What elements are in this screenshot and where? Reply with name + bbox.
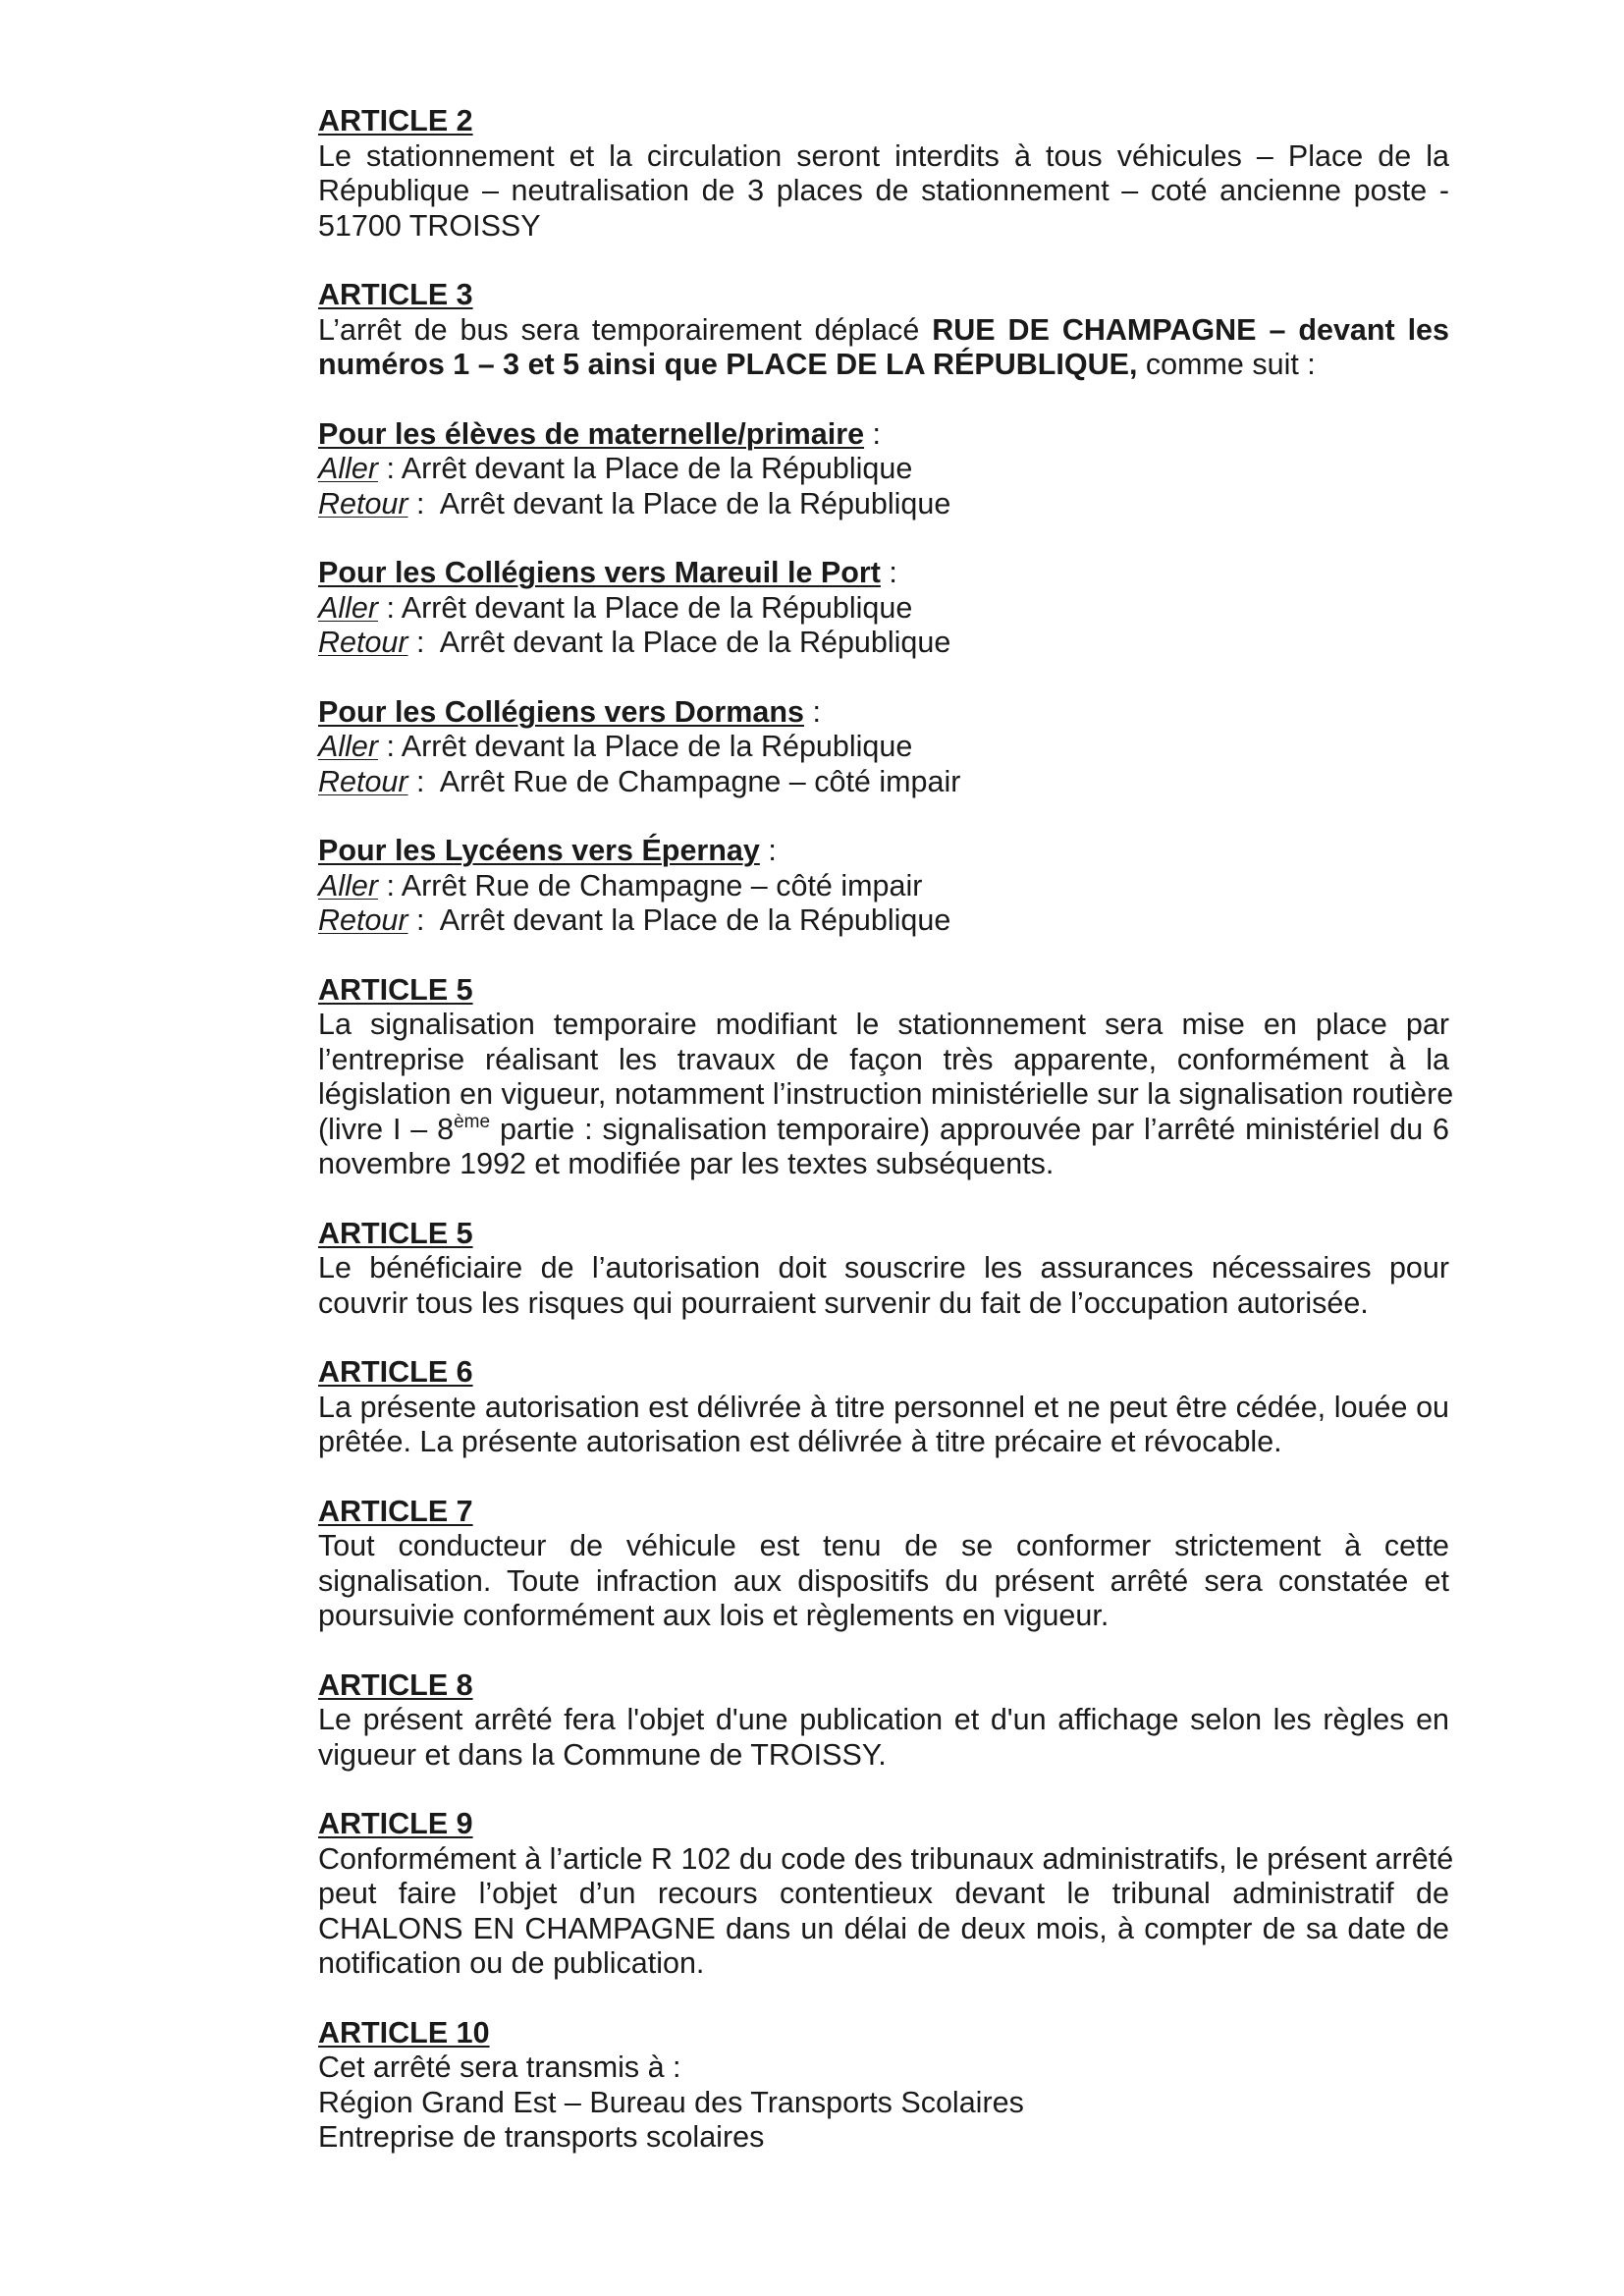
article-3 (318, 278, 1449, 383)
article-3-line (318, 313, 1449, 349)
stop-separator: : (407, 764, 440, 798)
article-6-line: La présente autorisation est délivrée à titre personnel et ne peut être cédée, louée ou (318, 1390, 1449, 1424)
article-9-line: notification ou de publication. (318, 1946, 705, 1980)
article-5-text (318, 1008, 1454, 1182)
recipient-line: Région Grand Est – Bureau des Transports Scolaires (318, 2085, 1024, 2119)
article-9-text (318, 1841, 1454, 1982)
article-5-title: ARTICLE 5 (318, 1216, 473, 1250)
article-3-text-plain: L’arrêt de bus sera temporairement déplacé (318, 312, 933, 347)
stop-separator: : (378, 868, 402, 902)
retour-text: Arrêt devant la Place de la République (439, 903, 951, 937)
bus-stop-group-epernay (318, 834, 1449, 939)
article-5-signalisation (318, 972, 1454, 1182)
aller-row (318, 869, 1449, 904)
article-7-text (318, 1529, 1449, 1634)
group-title-colon: : (864, 416, 882, 451)
bus-stop-group-maternelle (318, 417, 1449, 522)
stop-separator: : (378, 452, 402, 485)
stop-separator: : (407, 903, 440, 937)
article-6-line: prêtée. La présente autorisation est délivrée à titre précaire et révocable. (318, 1425, 1282, 1458)
document-body (318, 104, 1454, 2190)
article-2-title: ARTICLE 2 (318, 104, 473, 137)
article-7-line: signalisation. Toute infraction aux dispositifs du présent arrêté sera constatée et (318, 1563, 1449, 1598)
article-5-line: La signalisation temporaire modifiant le stationnement sera mise en place par (318, 1008, 1449, 1041)
group-title (318, 556, 1449, 591)
article-3-text (318, 313, 1449, 383)
article-6-title: ARTICLE 6 (318, 1355, 473, 1389)
article-3-text-plain: comme suit : (1137, 348, 1316, 381)
article-2-text (318, 139, 1449, 245)
article-8-title: ARTICLE 8 (318, 1667, 473, 1702)
superscript: ème (454, 1111, 491, 1132)
article-5-line: novembre 1992 et modifiée par les textes subséquents. (318, 1147, 1055, 1180)
aller-text: Arrêt devant la Place de la République (401, 730, 913, 763)
article-5-line: Le bénéficiaire de l’autorisation doit souscrire les assurances nécessaires pour (318, 1251, 1449, 1285)
article-9-title: ARTICLE 9 (318, 1807, 473, 1840)
article-10 (318, 2016, 1449, 2156)
article-2 (318, 104, 1449, 244)
retour-label: Retour (318, 764, 408, 798)
article-8 (318, 1668, 1449, 1774)
retour-text: Arrêt Rue de Champagne – côté impair (439, 764, 961, 798)
aller-text: Arrêt Rue de Champagne – côté impair (401, 868, 923, 902)
article-7-line: poursuivie conformément aux lois et règlements en vigueur. (318, 1599, 1110, 1632)
retour-row (318, 903, 1449, 939)
aller-label: Aller (318, 452, 379, 485)
recipient-line: Entreprise de transports scolaires (318, 2120, 765, 2154)
retour-text: Arrêt devant la Place de la République (439, 486, 951, 520)
article-5-assurances (318, 1217, 1449, 1322)
article-5-line: législation en vigueur, notamment l’instruction ministérielle sur la signalisation routière (318, 1077, 1454, 1111)
retour-label: Retour (318, 903, 408, 937)
aller-label: Aller (318, 590, 379, 625)
retour-label: Retour (318, 486, 408, 520)
group-title-text: Pour les Collégiens vers Mareuil le Port (318, 556, 881, 589)
article-9-line: peut faire l’objet d’un recours contentieux devant le tribunal administratif de (318, 1877, 1449, 1910)
article-5-line (318, 1113, 1449, 1148)
group-title-text: Pour les Collégiens vers Dormans (318, 694, 804, 729)
stop-separator: : (407, 626, 440, 659)
article-3-title: ARTICLE 3 (318, 278, 473, 311)
article-10-text (318, 2050, 1449, 2156)
bus-stop-group-dormans (318, 695, 1449, 800)
article-3-line (318, 348, 1449, 383)
article-5-title: ARTICLE 5 (318, 972, 473, 1007)
bus-stop-group-mareuil (318, 556, 1449, 661)
article-9-line: Conformément à l’article R 102 du code des tribunaux administratifs, le présent arrêté (318, 1841, 1454, 1876)
article-3-text-bold: RUE DE CHAMPAGNE – devant les (932, 312, 1449, 347)
group-title-text: Pour les Lycéens vers Épernay (318, 834, 760, 867)
article-3-text-bold: numéros 1 – 3 et 5 ainsi que PLACE DE LA RÉPUBLIQUE, (318, 348, 1138, 381)
group-title-colon: : (759, 834, 777, 867)
article-7 (318, 1495, 1449, 1634)
article-8-line: vigueur et dans la Commune de TROISSY. (318, 1737, 887, 1772)
retour-label: Retour (318, 626, 408, 659)
stop-separator: : (407, 486, 440, 520)
article-5-text-part: (livre I – 8 (318, 1112, 455, 1146)
article-2-line: Le stationnement et la circulation seront interdits à tous véhicules – Place de la (318, 138, 1449, 173)
aller-label: Aller (318, 868, 379, 902)
stop-separator: : (378, 590, 402, 625)
article-2-line: 51700 TROISSY (318, 208, 541, 243)
group-title-colon: : (803, 694, 821, 729)
retour-row (318, 626, 1449, 661)
article-10-title: ARTICLE 10 (318, 2015, 490, 2050)
article-9-line: CHALONS EN CHAMPAGNE dans un délai de deux mois, à compter de sa date de (318, 1911, 1449, 1945)
article-5-line: l’entreprise réalisant les travaux de façon très apparente, conformément à la (318, 1042, 1449, 1076)
aller-row (318, 730, 1449, 765)
aller-text: Arrêt devant la Place de la République (401, 590, 913, 625)
article-8-text (318, 1703, 1449, 1773)
article-10-line: Cet arrêté sera transmis à : (318, 2050, 681, 2084)
article-5-text-part: partie : signalisation temporaire) approuvée par l’arrêté ministériel du 6 (490, 1112, 1449, 1146)
group-title (318, 417, 1449, 453)
article-8-line: Le présent arrêté fera l'objet d'une publication et d'un affichage selon les règles en (318, 1703, 1449, 1736)
group-title-text: Pour les élèves de maternelle/primaire (318, 416, 865, 451)
retour-row (318, 487, 1449, 522)
aller-label: Aller (318, 730, 379, 763)
article-7-line: Tout conducteur de véhicule est tenu de se conformer strictement à cette (318, 1529, 1449, 1562)
retour-row (318, 765, 1449, 800)
group-title-colon: : (880, 556, 897, 589)
aller-row (318, 452, 1449, 487)
stop-separator: : (378, 730, 402, 763)
article-2-line: République – neutralisation de 3 places de stationnement – coté ancienne poste - (318, 174, 1449, 207)
aller-row (318, 591, 1449, 627)
group-title (318, 834, 1449, 869)
article-5-line: couvrir tous les risques qui pourraient survenir du fait de l’occupation autorisée. (318, 1285, 1369, 1320)
group-title (318, 695, 1449, 731)
retour-text: Arrêt devant la Place de la République (439, 626, 951, 659)
article-9 (318, 1807, 1454, 1982)
article-7-title: ARTICLE 7 (318, 1494, 473, 1528)
article-6 (318, 1355, 1449, 1460)
article-5-text (318, 1251, 1449, 1321)
aller-text: Arrêt devant la Place de la République (401, 452, 913, 485)
article-6-text (318, 1391, 1449, 1460)
